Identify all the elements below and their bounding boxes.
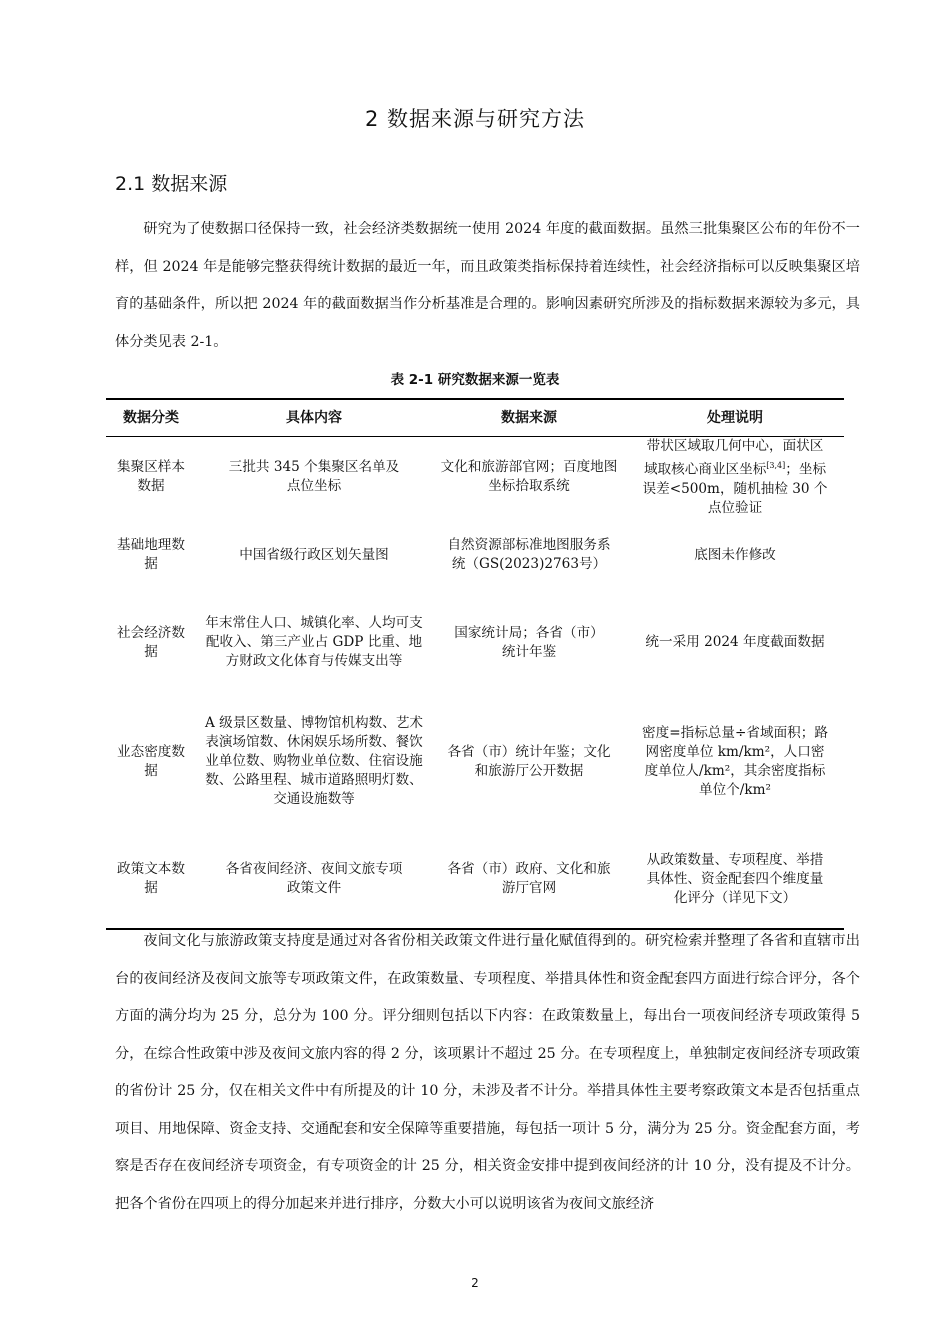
- cell-note: 带状区域取几何中心，面状区域取核心商业区坐标[3,4]；坐标误差<500m，随机抽检 30 个点位验证: [642, 438, 828, 516]
- table-row: [106, 437, 844, 518]
- cell-content: 三批共 345 个集聚区名单及点位坐标: [228, 459, 400, 495]
- cell-note: 从政策数量、专项程度、举措具体性、资金配套四个维度量化评分（详见下文）: [626, 831, 844, 929]
- cell-category: 业态密度数据: [117, 743, 185, 779]
- table-row: [106, 831, 844, 929]
- cell-source: 国家统计局；各省（市）统计年鉴: [454, 624, 604, 660]
- table-caption: 表 2-1 研究数据来源一览表: [390, 372, 560, 388]
- cell-category: 基础地理数据: [117, 537, 185, 573]
- cell-source: 文化和旅游部官网；百度地图坐标拾取系统: [440, 459, 618, 495]
- table-row: [106, 518, 844, 593]
- cell-content: 中国省级行政区划矢量图: [239, 546, 389, 563]
- header-category: 数据分类: [106, 399, 196, 437]
- header-content: 具体内容: [196, 399, 432, 437]
- cell-content: A 级景区数量、博物馆机构数、艺术表演场馆数、休闲娱乐场所数、餐饮业单位数、购物业单位数、住宿设施数、公路里程、城市道路照明灯数、交通设施数等: [204, 715, 424, 808]
- cell-category: 集聚区样本数据: [117, 459, 185, 495]
- page-number: 2: [471, 1276, 479, 1290]
- data-source-table: [106, 398, 844, 930]
- cell-note: 密度=指标总量÷省域面积；路网密度单位 km/km²，人口密度单位人/km²，其余密度指标单位个/km²: [642, 724, 828, 798]
- section-title: 2.1 数据来源: [115, 173, 228, 195]
- header-note: 处理说明: [626, 399, 844, 437]
- paragraph-data-sources: 研究为了使数据口径保持一致，社会经济类数据统一使用 2024 年度的截面数据。虽然三批集聚区公布的年份不一样，但 2024 年是能够完整获得统计数据的最近一年，而且政策类指标保持着连续性，社会经济指标可以反映集聚区培育的基础条件，所以把 2024 年的截面数据当作分析基准是合理的。影响因素研究所涉及的指标数据来源较为多元，具体分类见表 2-1。: [115, 221, 860, 350]
- cell-source: 各省（市）政府、文化和旅游厅官网: [432, 831, 626, 929]
- citation-ref: [3,4]: [766, 461, 786, 470]
- table-header-row: [106, 399, 844, 437]
- table-row: [106, 593, 844, 693]
- chapter-title: 2 数据来源与研究方法: [364, 107, 586, 131]
- cell-category: 政策文本数据: [106, 831, 196, 929]
- cell-note: 底图未作修改: [694, 546, 776, 563]
- cell-source: 各省（市）统计年鉴；文化和旅游厅公开数据: [447, 743, 611, 779]
- cell-note: 统一采用 2024 年度截面数据: [645, 634, 825, 651]
- cell-content: 年末常住人口、城镇化率、人均可支配收入、第三产业占 GDP 比重、地方财政文化体育与传媒支出等: [205, 615, 423, 670]
- paragraph-policy-scoring: 夜间文化与旅游政策支持度是通过对各省份相关政策文件进行量化赋值得到的。研究检索并整理了各省和直辖市出台的夜间经济及夜间文旅等专项政策文件，在政策数量、专项程度、举措具体性和资金配套四方面进行综合评分，各个方面的满分均为 25 分，总分为 100 分。评分细则包括以下内容：在政策数量上，每出台一项夜间经济专项政策得 5 分，在综合性政策中涉及夜间文旅内容的得 2 分，该项累计不超过 25 分。在专项程度上，单独制定夜间经济专项政策的省份计 25 分，仅在相关文件中有所提及的计 10 分，未涉及者不计分。举措具体性主要考察政策文本是否包括重点项目、用地保障、资金支持、交通配套和安全保障等重要措施，每包括一项计 5 分，满分为 25 分。资金配套方面，考察是否存在夜间经济专项资金，有专项资金的计 25 分，相关资金安排中提到夜间经济的计 10 分，没有提及不计分。把各个省份在四项上的得分加起来并进行排序，分数大小可以说明该省为夜间文旅经济: [115, 933, 860, 1212]
- cell-category: 社会经济数据: [117, 624, 185, 660]
- cell-source: 自然资源部标准地图服务系统（GS(2023)2763号）: [447, 537, 611, 573]
- cell-content: 各省夜间经济、夜间文旅专项政策文件: [196, 831, 432, 929]
- table-row: [106, 693, 844, 831]
- header-source: 数据来源: [432, 399, 626, 437]
